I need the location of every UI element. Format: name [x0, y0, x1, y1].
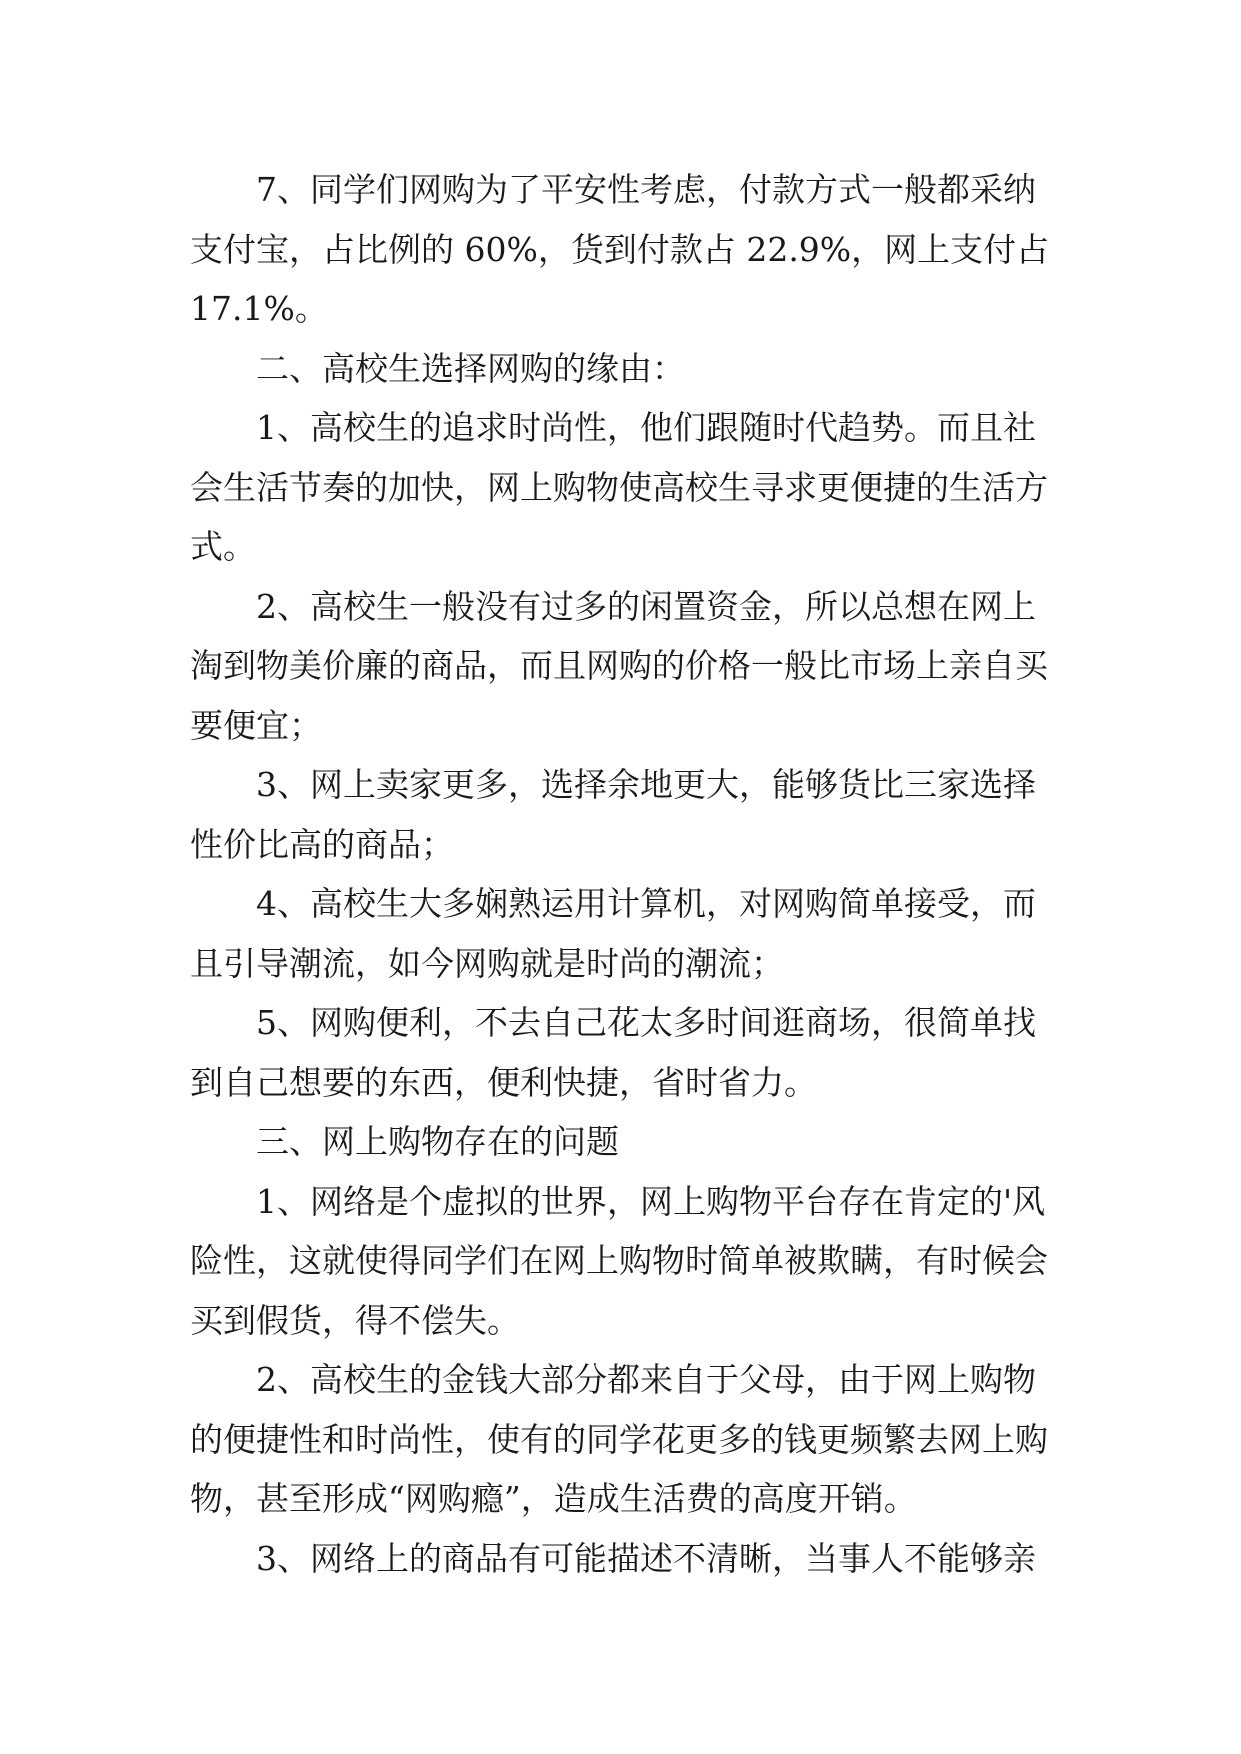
section-heading: 二、高校生选择网购的缘由：	[256, 348, 685, 388]
paragraph-line: 1、高校生的追求时尚性，他们跟随时代趋势。而且社	[256, 408, 1036, 447]
paragraph-line: 淘到物美价廉的商品，而且网购的价格一般比市场上亲自买	[190, 646, 1048, 685]
paragraph-line: 5、网购便利，不去自己花太多时间逛商场，很简单找	[256, 1003, 1036, 1042]
paragraph-line: 性价比高的商品；	[190, 824, 454, 864]
paragraph-line: 7、同学们网购为了平安性考虑，付款方式一般都采纳	[256, 170, 1036, 209]
paragraph-line: 且引导潮流，如今网购就是时尚的潮流；	[190, 943, 784, 983]
paragraph-line: 支付宝，占比例的 60%，货到付款占 22.9%，网上支付占	[190, 229, 1050, 269]
section-heading: 三、网上购物存在的问题	[256, 1122, 619, 1161]
paragraph-line: 2、高校生的金钱大部分都来自于父母，由于网上购物	[256, 1360, 1036, 1399]
paragraph-line: 4、高校生大多娴熟运用计算机，对网购简单接受，而	[256, 884, 1036, 923]
paragraph-line: 物，甚至形成“网购瘾”，造成生活费的高度开销。	[190, 1479, 917, 1518]
paragraph-line: 式。	[190, 527, 256, 566]
paragraph-line: 3、网上卖家更多，选择余地更大，能够货比三家选择	[256, 765, 1036, 804]
document-body	[190, 160, 1050, 1588]
paragraph-line: 2、高校生一般没有过多的闲置资金，所以总想在网上	[256, 586, 1036, 626]
paragraph-line: 要便宜；	[190, 705, 322, 745]
paragraph-line: 的便捷性和时尚性，使有的同学花更多的钱更频繁去网上购	[190, 1419, 1048, 1459]
paragraph-line: 买到假货，得不偿失。	[190, 1300, 520, 1340]
paragraph-line: 17.1%。	[190, 289, 328, 328]
paragraph-line: 险性，这就使得同学们在网上购物时简单被欺瞒，有时候会	[190, 1241, 1048, 1280]
paragraph-line: 会生活节奏的加快，网上购物使高校生寻求更便捷的生活方	[190, 467, 1048, 507]
paragraph-line: 1、网络是个虚拟的世界，网上购物平台存在肯定的'风	[256, 1181, 1046, 1221]
paragraph-line: 3、网络上的商品有可能描述不清晰，当事人不能够亲	[256, 1538, 1036, 1578]
paragraph-line: 到自己想要的东西，便利快捷，省时省力。	[190, 1062, 817, 1102]
